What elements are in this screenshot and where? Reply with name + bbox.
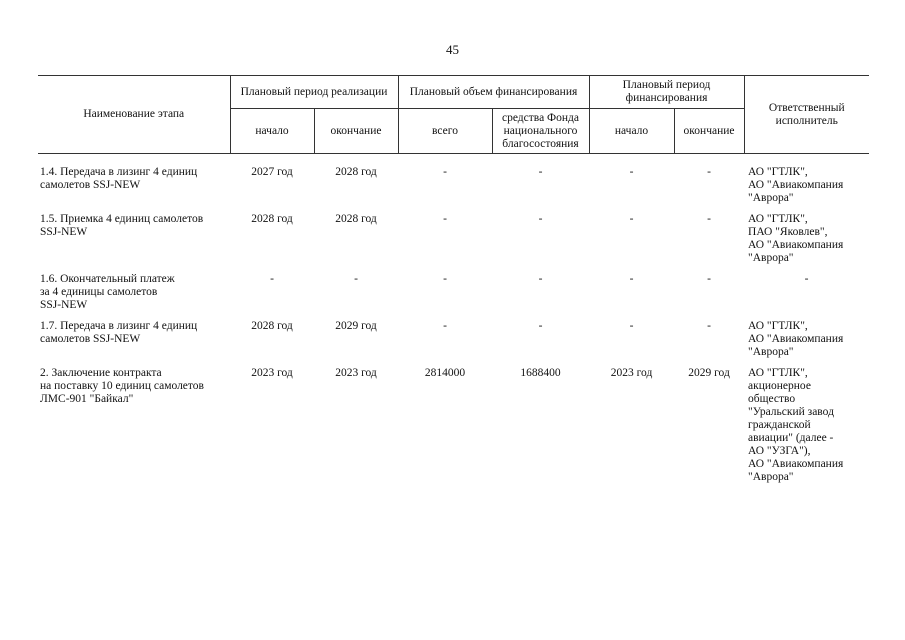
- header-end2: окончание: [674, 109, 744, 154]
- header-total: всего: [398, 109, 492, 154]
- header-responsible: Ответственный исполнитель: [744, 76, 869, 154]
- table-body: [38, 154, 869, 493]
- end-cell: -: [354, 273, 358, 285]
- fund-cell: -: [538, 213, 543, 225]
- stage-name-cell: 1.5. Приемка 4 единиц самолетов SSJ-NEW: [40, 213, 204, 238]
- responsible-cell: АО "ГТЛК", акционерное общество "Уральский завод гражданской авиации" (далее - АО "УЗГА"), АО "Авиакомпания "Аврора": [748, 367, 844, 483]
- funding-end-cell: 2029 год: [688, 367, 730, 379]
- total-cell: -: [443, 320, 447, 332]
- responsible-cell: -: [804, 273, 809, 285]
- end-cell: 2028 год: [335, 166, 377, 178]
- funding-end-cell: -: [707, 273, 711, 285]
- total-cell: -: [443, 273, 447, 285]
- funding-start-cell: -: [629, 320, 634, 332]
- total-cell: 2814000: [424, 367, 466, 379]
- header-fund: средства Фонда национального благосостояния: [492, 109, 589, 154]
- header-period-impl: Плановый период реализации: [230, 76, 398, 109]
- start-cell: 2023 год: [251, 367, 293, 379]
- table-row: [38, 273, 869, 320]
- page-number: 45: [446, 42, 459, 57]
- fund-cell: -: [538, 273, 543, 285]
- responsible-cell: АО "ГТЛК", АО "Авиакомпания "Аврора": [748, 320, 844, 358]
- header-period-funding: Плановый период финансирования: [589, 76, 744, 109]
- fund-cell: -: [538, 320, 543, 332]
- funding-end-cell: -: [707, 166, 711, 178]
- stage-name-cell: 1.4. Передача в лизинг 4 единиц самолетов SSJ-NEW: [40, 166, 198, 191]
- table-header: [38, 76, 869, 154]
- total-cell: -: [443, 166, 447, 178]
- end-cell: 2029 год: [335, 320, 377, 332]
- start-cell: -: [270, 273, 274, 285]
- header-start: начало: [230, 109, 314, 154]
- table-row: [38, 320, 869, 367]
- funding-start-cell: 2023 год: [610, 367, 653, 379]
- total-cell: -: [443, 213, 447, 225]
- fund-cell: -: [538, 166, 543, 178]
- header-funding-volume: Плановый объем финансирования: [398, 76, 589, 109]
- table-row: [38, 166, 869, 213]
- stage-name-cell: 1.6. Окончательный платеж за 4 единицы самолетов SSJ-NEW: [40, 273, 175, 311]
- funding-start-cell: -: [629, 213, 634, 225]
- start-cell: 2027 год: [251, 166, 293, 178]
- stage-name-cell: 2. Заключение контракта на поставку 10 единиц самолетов ЛМС-901 "Байкал": [40, 367, 204, 405]
- funding-end-cell: -: [707, 320, 711, 332]
- header-stage-name: Наименование этапа: [38, 76, 230, 154]
- funding-start-cell: -: [629, 273, 634, 285]
- end-cell: 2023 год: [335, 367, 377, 379]
- funding-start-cell: -: [629, 166, 634, 178]
- end-cell: 2028 год: [335, 213, 377, 225]
- stage-name-cell: 1.7. Передача в лизинг 4 единиц самолетов SSJ-NEW: [40, 320, 198, 345]
- header-start2: начало: [589, 109, 674, 154]
- responsible-cell: АО "ГТЛК", ПАО "Яковлев", АО "Авиакомпания "Аврора": [748, 213, 844, 264]
- header-end: окончание: [314, 109, 398, 154]
- stages-table: [38, 75, 869, 492]
- responsible-cell: АО "ГТЛК", АО "Авиакомпания "Аврора": [748, 166, 844, 204]
- table-row: [38, 367, 869, 492]
- funding-end-cell: -: [707, 213, 711, 225]
- start-cell: 2028 год: [251, 320, 293, 332]
- fund-cell: 1688400: [520, 367, 561, 379]
- table-row: [38, 213, 869, 273]
- start-cell: 2028 год: [251, 213, 293, 225]
